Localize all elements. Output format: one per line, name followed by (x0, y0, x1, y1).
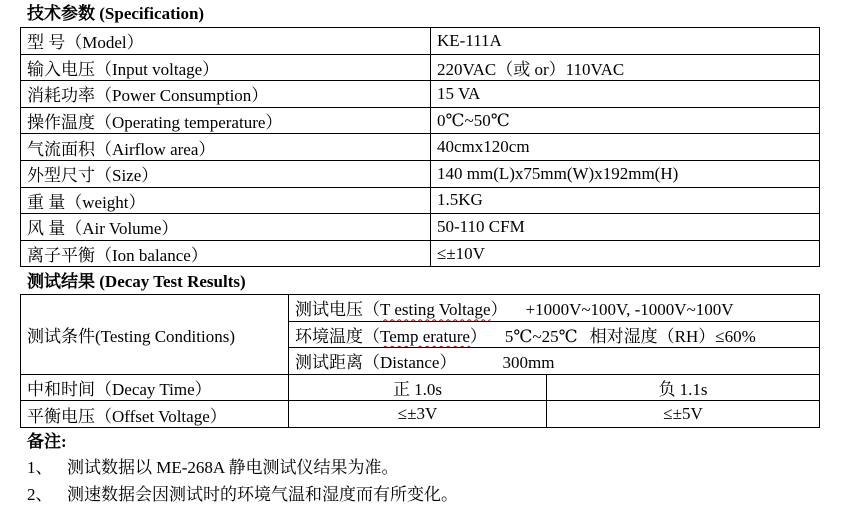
spec-section-title: 技术参数 (Specification) (27, 4, 205, 23)
decay-table (20, 294, 820, 428)
test-voltage-label-en: T esting Voltage (380, 300, 491, 320)
spec-value: 15 VA (431, 81, 820, 108)
offset-voltage-label: 平衡电压（Offset Voltage） (21, 401, 289, 428)
spec-table (20, 27, 820, 267)
spec-value: 0℃~50℃ (431, 107, 820, 134)
spec-value: 140 mm(L)x75mm(W)x192mm(H) (431, 160, 820, 187)
spec-label: 风 量（Air Volume） (21, 214, 431, 241)
spec-label: 外型尺寸（Size） (21, 160, 431, 187)
spec-label: 重 量（weight） (21, 187, 431, 214)
ambient-temp-value: 5℃~25℃ (504, 326, 578, 346)
note-text: 测速数据会因测试时的环境气温和湿度而有所变化。 (67, 485, 458, 504)
table-row (21, 81, 820, 108)
humidity-value: 相对湿度（RH）≤60% (589, 326, 756, 346)
spec-value: ≤±10V (431, 240, 820, 267)
table-row (21, 160, 820, 187)
decay-time-positive: 正 1.0s (289, 374, 547, 401)
ambient-temp-cell (289, 321, 820, 348)
ambient-temp-label-en: Temp erature (380, 326, 470, 346)
spec-label: 离子平衡（Ion balance） (21, 240, 431, 267)
decay-time-label: 中和时间（Decay Time） (21, 374, 289, 401)
conditions-label: 测试条件(Testing Conditions) (21, 295, 289, 375)
spec-value: 220VAC（或 or）110VAC (431, 54, 820, 81)
decay-time-negative: 负 1.1s (547, 374, 820, 401)
table-row (21, 401, 820, 428)
offset-voltage-positive: ≤±3V (289, 401, 547, 428)
ambient-temp-label-close: ） (469, 326, 487, 346)
ambient-temp-label: 环境温度（ (295, 326, 380, 346)
table-row (21, 295, 820, 322)
spec-label: 输入电压（Input voltage） (21, 54, 431, 81)
spec-label: 型 号（Model） (21, 28, 431, 55)
table-row (21, 214, 820, 241)
notes-title: 备注: (27, 432, 67, 451)
table-row (21, 54, 820, 81)
table-row (21, 240, 820, 267)
test-distance-cell (289, 348, 820, 375)
table-row (21, 374, 820, 401)
test-voltage-label: 测试电压（ (295, 300, 380, 320)
spec-value: 50-110 CFM (431, 214, 820, 241)
test-voltage-cell (289, 295, 820, 322)
spec-value: KE-111A (431, 28, 820, 55)
note-item (27, 458, 399, 478)
offset-voltage-negative: ≤±5V (547, 401, 820, 428)
test-voltage-values: +1000V~100V, -1000V~100V (525, 300, 734, 320)
note-item (27, 485, 458, 505)
spec-label: 气流面积（Airflow area） (21, 134, 431, 161)
test-voltage-label-close: ） (490, 300, 508, 320)
spec-label: 消耗功率（Power Consumption） (21, 81, 431, 108)
table-row (21, 107, 820, 134)
test-distance-value: 300mm (502, 353, 555, 373)
note-text: 测试数据以 ME-268A 静电测试仪结果为准。 (67, 458, 399, 477)
table-row (21, 134, 820, 161)
spec-value: 1.5KG (431, 187, 820, 214)
test-distance-label: 测试距离（Distance） (295, 353, 457, 373)
decay-section-title: 测试结果 (Decay Test Results) (27, 272, 246, 291)
note-number: 2、 (27, 485, 53, 504)
table-row (21, 28, 820, 55)
spec-label: 操作温度（Operating temperature） (21, 107, 431, 134)
table-row (21, 187, 820, 214)
spec-value: 40cmx120cm (431, 134, 820, 161)
note-number: 1、 (27, 458, 53, 477)
